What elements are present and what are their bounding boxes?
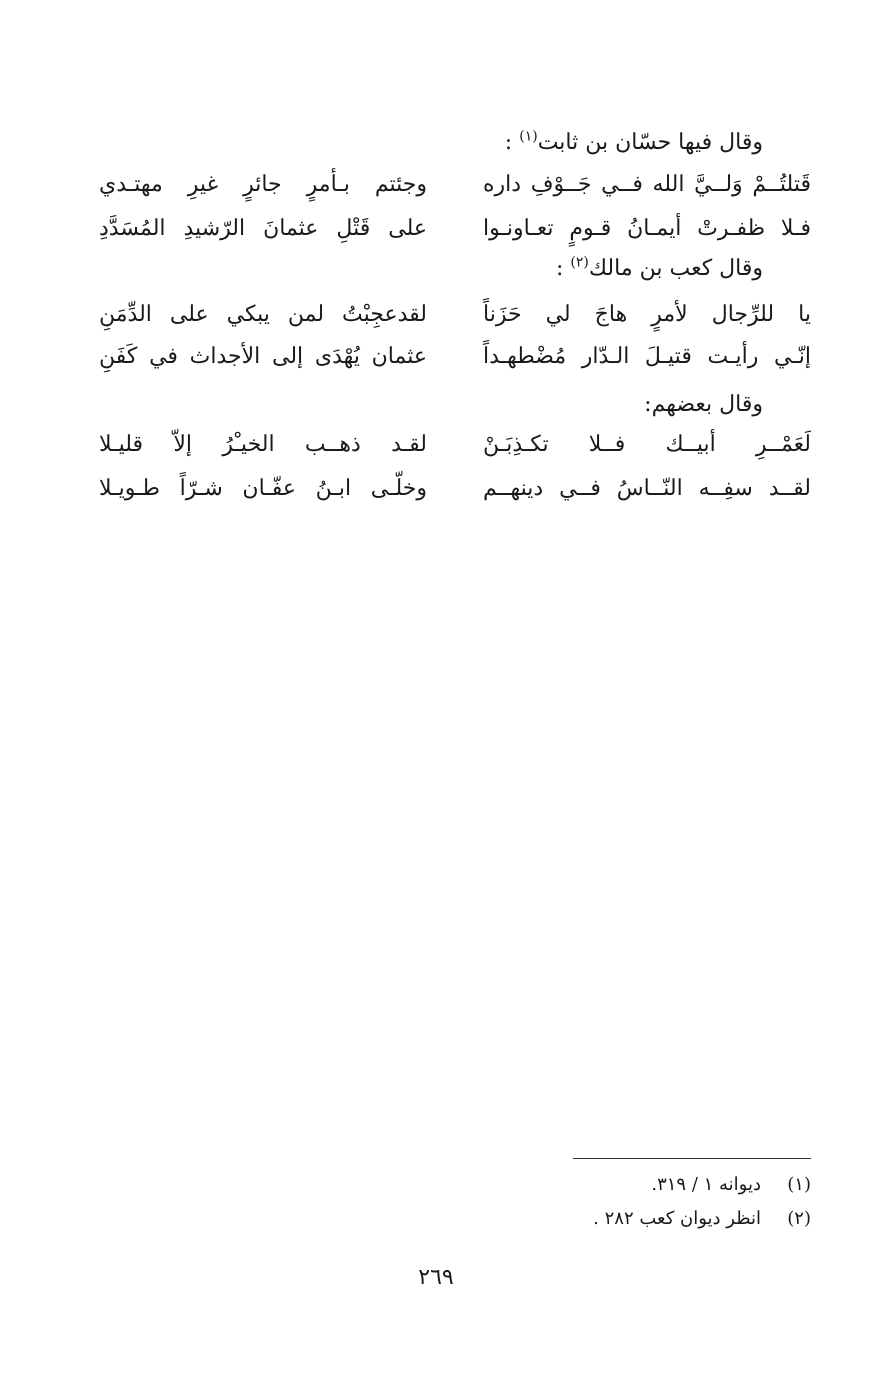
verse-2-first-hemistich: فـلا ظفـرتْ أيمـانُ قـومٍ تعـاونـوا	[483, 216, 811, 241]
intro-text: وقال فيها حسّان بن ثابت	[537, 130, 763, 155]
poem-intro-others	[433, 390, 763, 420]
footnote-2	[411, 1206, 811, 1232]
poem-intro-kaab	[433, 254, 763, 284]
footnote-text: انظر ديوان كعب ٢٨٢ .	[593, 1208, 761, 1229]
footnote-number: (١)	[787, 1174, 811, 1195]
verse-4-first-hemistich: إنّـي رأيـت قتيـلَ الـدّار مُضْطهـداً	[483, 344, 811, 369]
intro-text: وقال كعب بن مالك	[588, 256, 763, 281]
footnote-text: ديوانه ١ / ٣١٩.	[651, 1174, 761, 1195]
intro-text: وقال بعضهم:	[644, 392, 763, 417]
footnote-ref-1: (١)	[519, 128, 538, 145]
verse-1-second-hemistich: وجئتم بـأمرٍ جائرٍ غيرِ مهتـدي	[99, 172, 427, 197]
verse-1-first-hemistich: قَتلتُــمْ وَلــيَّ الله فــي جَــوْفِ داره	[483, 172, 811, 197]
intro-colon: :	[504, 130, 513, 155]
verse-2-second-hemistich: على قَتْلِ عثمانَ الرّشيدِ المُسَدَّدِ	[99, 216, 427, 241]
verse-4-second-hemistich: عثمان يُهْدَى إلى الأجداث في كَفَنِ	[99, 344, 427, 369]
page-number: ٢٦٩	[418, 1265, 454, 1290]
verse-6-second-hemistich: وخلّـى ابـنُ عفّـان شـرّاً طـويـلا	[99, 476, 427, 501]
intro-colon: :	[556, 256, 564, 281]
footnote-ref-2: (٢)	[570, 254, 589, 271]
poem-intro-hassan	[433, 128, 763, 158]
verse-5-first-hemistich: لَعَمْــرِ أبيــك فــلا تكـذِبَـنْ	[483, 432, 811, 457]
verse-3-first-hemistich: يا للرِّجال لأمرٍ هاجَ لي حَزَناً	[483, 302, 811, 327]
footnote-divider	[573, 1158, 811, 1159]
footnote-number: (٢)	[787, 1208, 811, 1229]
verse-3-second-hemistich: لقدعجِبْتُ لمن يبكي على الدِّمَنِ	[99, 302, 427, 327]
footnote-1	[411, 1172, 811, 1198]
verse-5-second-hemistich: لقـد ذهــب الخيـْرُ إلاّ قليـلا	[99, 432, 427, 457]
verse-6-first-hemistich: لقــد سفِــه النّــاسُ فــي دينهــم	[483, 476, 811, 501]
